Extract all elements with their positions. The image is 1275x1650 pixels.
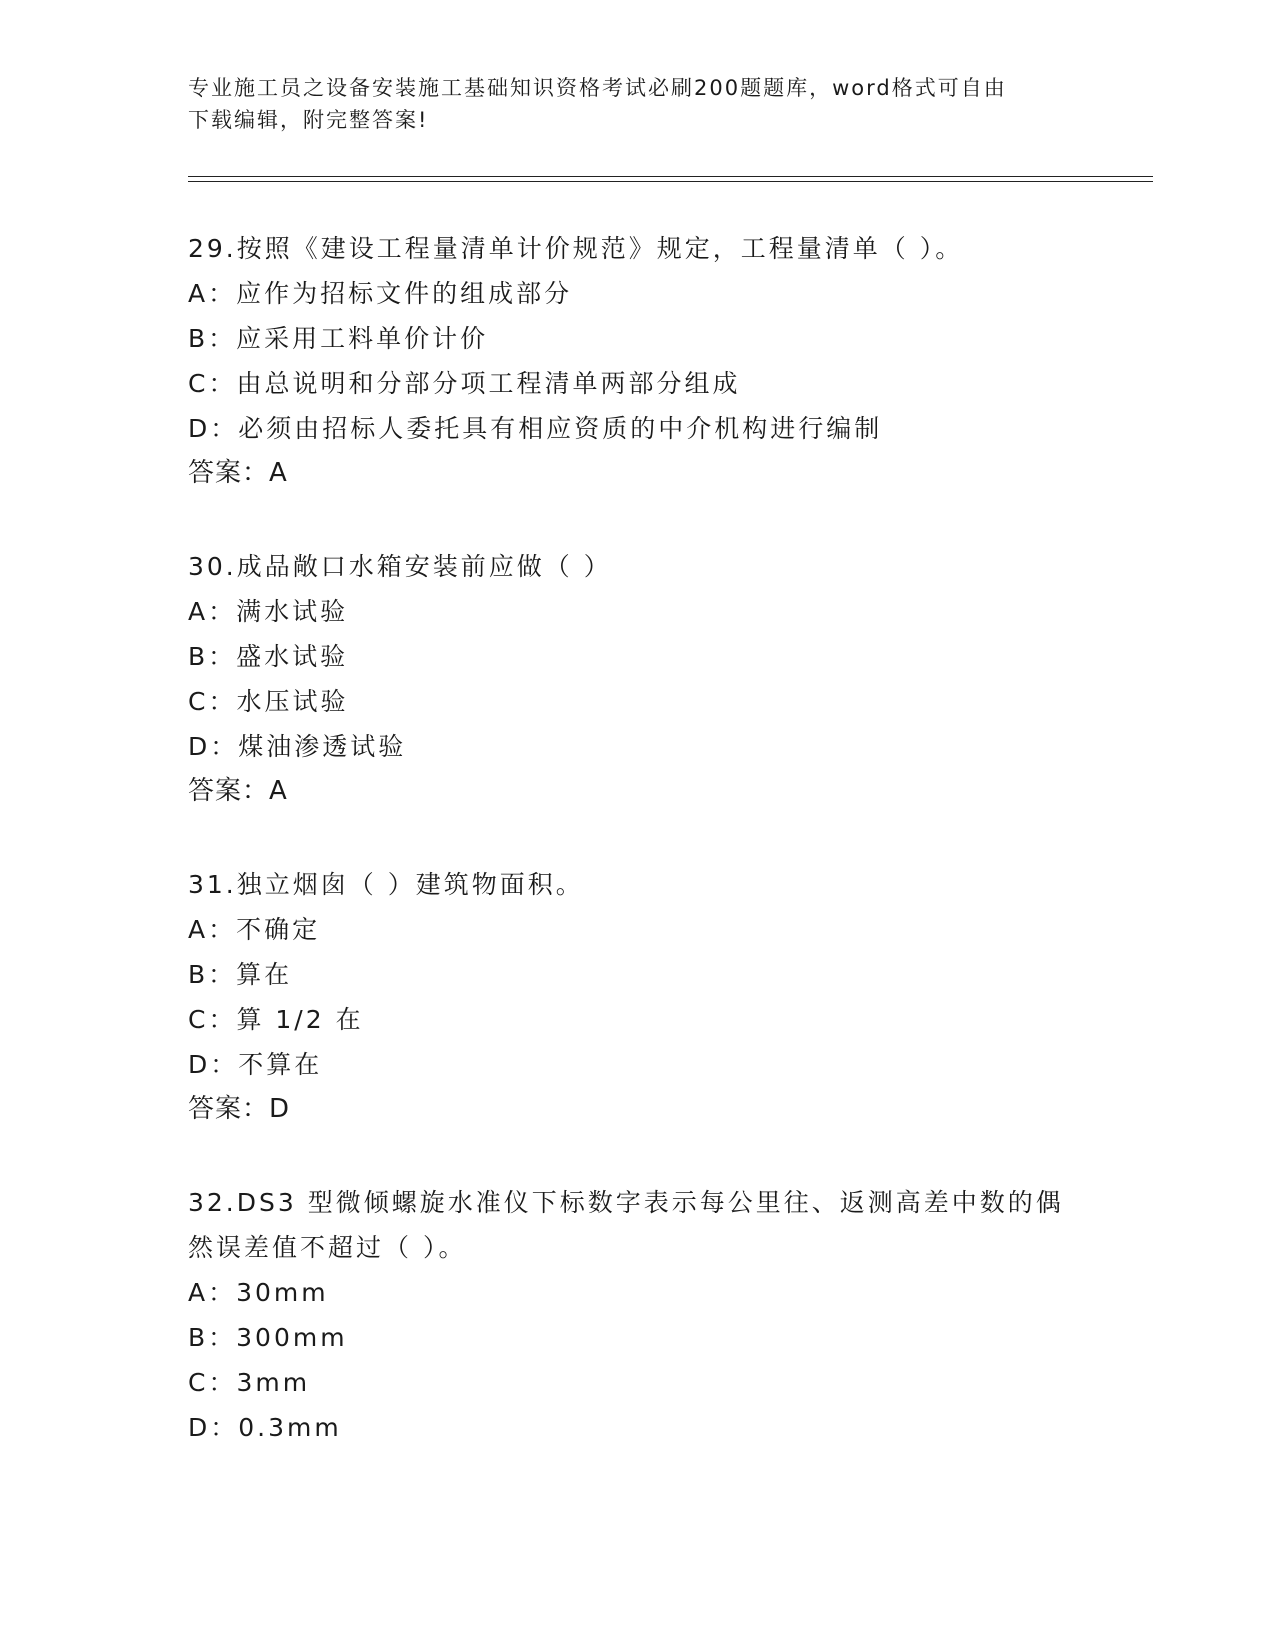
option-d: D：0.3mm (188, 1413, 342, 1442)
question-31 (188, 862, 1088, 1132)
option-d: D：必须由招标人委托具有相应资质的中介机构进行编制 (188, 414, 883, 443)
option-a: A：30mm (188, 1278, 329, 1307)
option-b: B：300mm (188, 1323, 348, 1352)
question-stem: 31.独立烟囱（ ）建筑物面积。 (188, 870, 584, 899)
question-stem: 30.成品敞口水箱安装前应做（ ） (188, 552, 612, 581)
option-a: A：应作为招标文件的组成部分 (188, 279, 573, 308)
option-c: C：算 1/2 在 (188, 1005, 364, 1034)
option-c: C：水压试验 (188, 687, 349, 716)
question-29 (188, 226, 1088, 496)
option-a: A：不确定 (188, 915, 321, 944)
option-a: A：满水试验 (188, 597, 349, 626)
answer: 答案：D (188, 1094, 291, 1124)
question-stem-line-2: 然误差值不超过（ ）。 (188, 1233, 467, 1262)
option-b: B：盛水试验 (188, 642, 349, 671)
header-line-1: 专业施工员之设备安装施工基础知识资格考试必刷200题题库，word格式可自由 (188, 76, 1007, 100)
answer: 答案：A (188, 776, 288, 806)
header-divider-top (188, 176, 1153, 177)
option-d: D：煤油渗透试验 (188, 732, 407, 761)
option-c: C：3mm (188, 1368, 311, 1397)
header-line-2: 下载编辑，附完整答案! (188, 108, 429, 132)
option-b: B：应采用工料单价计价 (188, 324, 489, 353)
option-c: C：由总说明和分部分项工程清单两部分组成 (188, 369, 741, 398)
question-stem: 29.按照《建设工程量清单计价规范》规定，工程量清单（ ）。 (188, 234, 964, 263)
header-divider-bottom (188, 181, 1153, 182)
question-32 (188, 1180, 1088, 1450)
option-b: B：算在 (188, 960, 293, 989)
document-header (188, 72, 1088, 136)
question-30 (188, 544, 1088, 814)
option-d: D：不算在 (188, 1050, 323, 1079)
question-stem-line-1: 32.DS3 型微倾螺旋水准仪下标数字表示每公里往、返测高差中数的偶 (188, 1188, 1064, 1217)
answer: 答案：A (188, 458, 288, 488)
